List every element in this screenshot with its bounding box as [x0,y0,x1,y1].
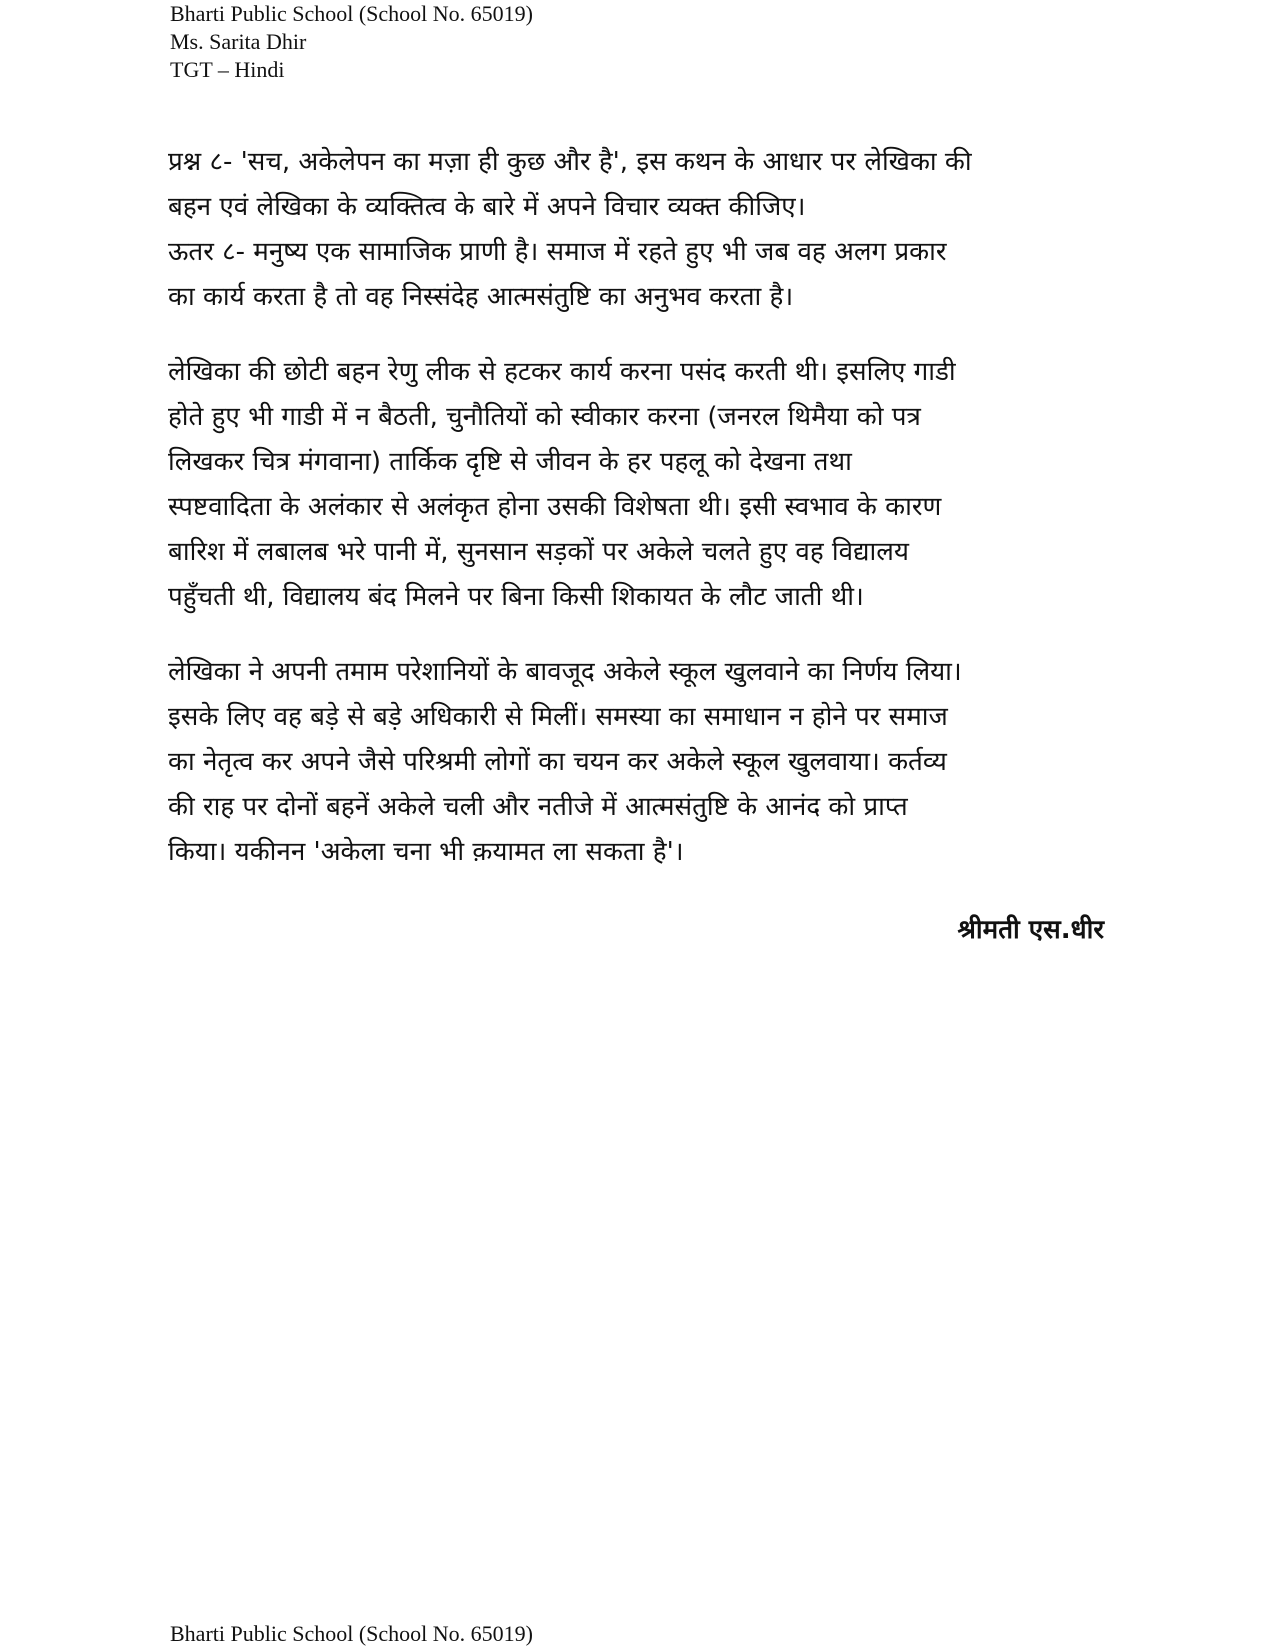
question-paragraph [168,140,1108,230]
teacher-designation: TGT – Hindi [170,57,285,82]
document-body [168,140,1108,875]
footer-school-name: Bharti Public School (School No. 65019) [170,1621,533,1646]
paragraph-line: की राह पर दोनों बहनें अकेले चली और नतीजे में आत्मसंतुष्टि के आनंद को प्राप्त [168,792,908,822]
paragraph-line: इसके लिए वह बड़े से बड़े अधिकारी से मिलीं। समस्या का समाधान न होने पर समाज [168,702,948,732]
paragraph-line: किया। यकीनन 'अकेला चना भी क़यामत ला सकता है'। [168,837,684,867]
answer-line: का कार्य करता है तो वह निस्संदेह आत्मसंतुष्टि का अनुभव करता है। [168,282,794,312]
school-name: Bharti Public School (School No. 65019) [170,1,533,26]
page-footer [170,1620,533,1648]
paragraph-line: स्पष्टवादिता के अलंकार से अलंकृत होना उसकी विशेषता थी। इसी स्वभाव के कारण [168,492,942,522]
author-signature: श्रीमती एस.धीर [957,915,1104,945]
answer-paragraph-2 [168,350,1108,620]
answer-paragraph-3 [168,650,1108,875]
paragraph-line: बारिश में लबालब भरे पानी में, सुनसान सड़कों पर अकेले चलते हुए वह विद्यालय [168,537,909,567]
question-line: प्रश्न ८- 'सच, अकेलेपन का मज़ा ही कुछ और है', इस कथन के आधार पर लेखिका की [168,147,972,177]
page-header [170,0,533,84]
paragraph-line: पहुँचती थी, विद्यालय बंद मिलने पर बिना किसी शिकायत के लौट जाती थी। [168,582,864,612]
question-line: बहन एवं लेखिका के व्यक्तित्व के बारे में अपने विचार व्यक्त कीजिए। [168,192,806,222]
paragraph-line: का नेतृत्व कर अपने जैसे परिश्रमी लोगों का चयन कर अकेले स्कूल खुलवाया। कर्तव्य [168,747,947,777]
teacher-name: Ms. Sarita Dhir [170,29,307,54]
answer-line: ऊतर ८- मनुष्य एक सामाजिक प्राणी है। समाज में रहते हुए भी जब वह अलग प्रकार [168,237,947,267]
paragraph-line: लेखिका ने अपनी तमाम परेशानियों के बावजूद अकेले स्कूल खुलवाने का निर्णय लिया। [168,657,962,687]
paragraph-line: लिखकर चित्र मंगवाना) तार्किक दृष्टि से जीवन के हर पहलू को देखना तथा [168,447,852,477]
paragraph-line: लेखिका की छोटी बहन रेणु लीक से हटकर कार्य करना पसंद करती थी। इसलिए गाडी [168,357,956,387]
answer-intro-paragraph [168,230,1108,320]
paragraph-line: होते हुए भी गाडी में न बैठती, चुनौतियों को स्वीकार करना (जनरल थिमैया को पत्र [168,402,921,432]
